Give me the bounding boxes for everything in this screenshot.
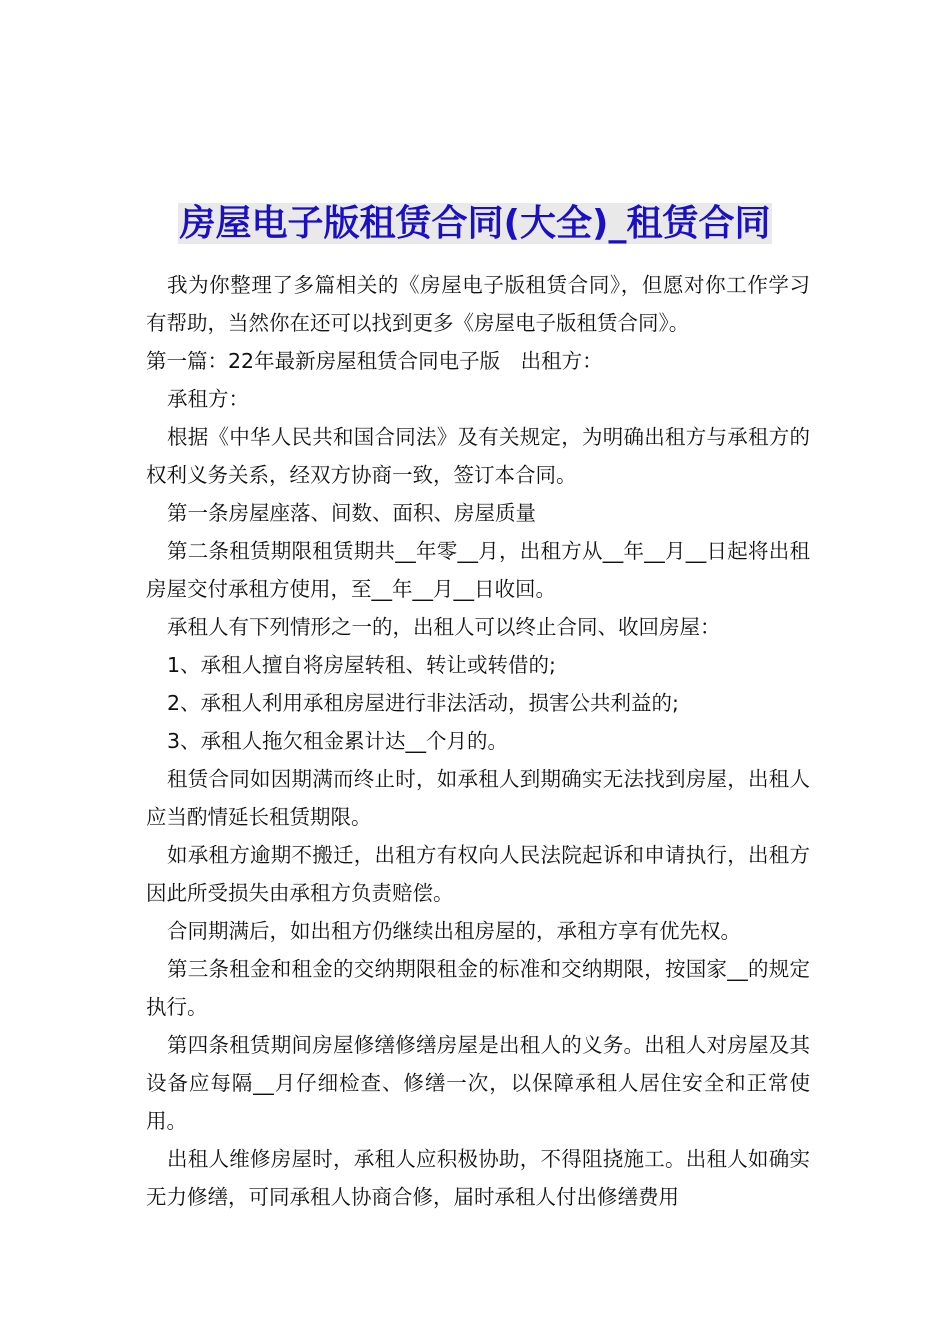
- paragraph-article-3: 第三条租金和租金的交纳期限租金的标准和交纳期限，按国家__的规定执行。: [146, 957, 810, 1019]
- paragraph-lessee: 承租方：: [167, 387, 249, 411]
- paragraph-expiry: 租赁合同如因期满而终止时，如承租人到期确实无法找到房屋，出租人应当酌情延长租赁期限。: [146, 767, 810, 829]
- paragraph-article-1: 第一条房屋座落、间数、面积、房屋质量: [167, 501, 536, 525]
- list-item-3: 3、承租人拖欠租金累计达__个月的。: [167, 729, 509, 753]
- paragraph-article-4: 第四条租赁期间房屋修缮修缮房屋是出租人的义务。出租人对房屋及其设备应每隔__月仔细检查、修缮一次，以保障承租人居住安全和正常使用。: [146, 1033, 810, 1133]
- document-title-text: 房屋电子版租赁合同(大全)_租赁合同: [179, 203, 771, 245]
- paragraph-overdue: 如承租方逾期不搬迁，出租方有权向人民法院起诉和申请执行，出租方因此所受损失由承租方负责赔偿。: [146, 843, 810, 905]
- paragraph-intro: 我为你整理了多篇相关的《房屋电子版租赁合同》，但愿对你工作学习有帮助，当然你在还可以找到更多《房屋电子版租赁合同》。: [146, 273, 810, 335]
- list-item-2: 2、承租人利用承租房屋进行非法活动，损害公共利益的;: [167, 691, 679, 715]
- list-item-1: 1、承租人擅自将房屋转租、转让或转借的;: [167, 653, 556, 677]
- paragraph-basis: 根据《中华人民共和国合同法》及有关规定，为明确出租方与承租方的权利义务关系，经双方协商一致，签订本合同。: [146, 425, 810, 487]
- document-title: [0, 198, 950, 250]
- paragraph-repair: 出租人维修房屋时，承租人应积极协助，不得阻挠施工。出租人如确实无力修缮，可同承租人协商合修，届时承租人付出修缮费用: [146, 1147, 810, 1209]
- paragraph-termination: 承租人有下列情形之一的，出租人可以终止合同、收回房屋：: [167, 615, 721, 639]
- paragraph-article-2: 第二条租赁期限租赁期共__年零__月，出租方从__年__月__日起将出租房屋交付承租方使用，至__年__月__日收回。: [146, 539, 810, 601]
- document-body: [146, 266, 810, 1216]
- paragraph-first-section: 第一篇：22年最新房屋租赁合同电子版 出租方：: [146, 349, 603, 373]
- paragraph-priority: 合同期满后，如出租方仍继续出租房屋的，承租方享有优先权。: [167, 919, 741, 943]
